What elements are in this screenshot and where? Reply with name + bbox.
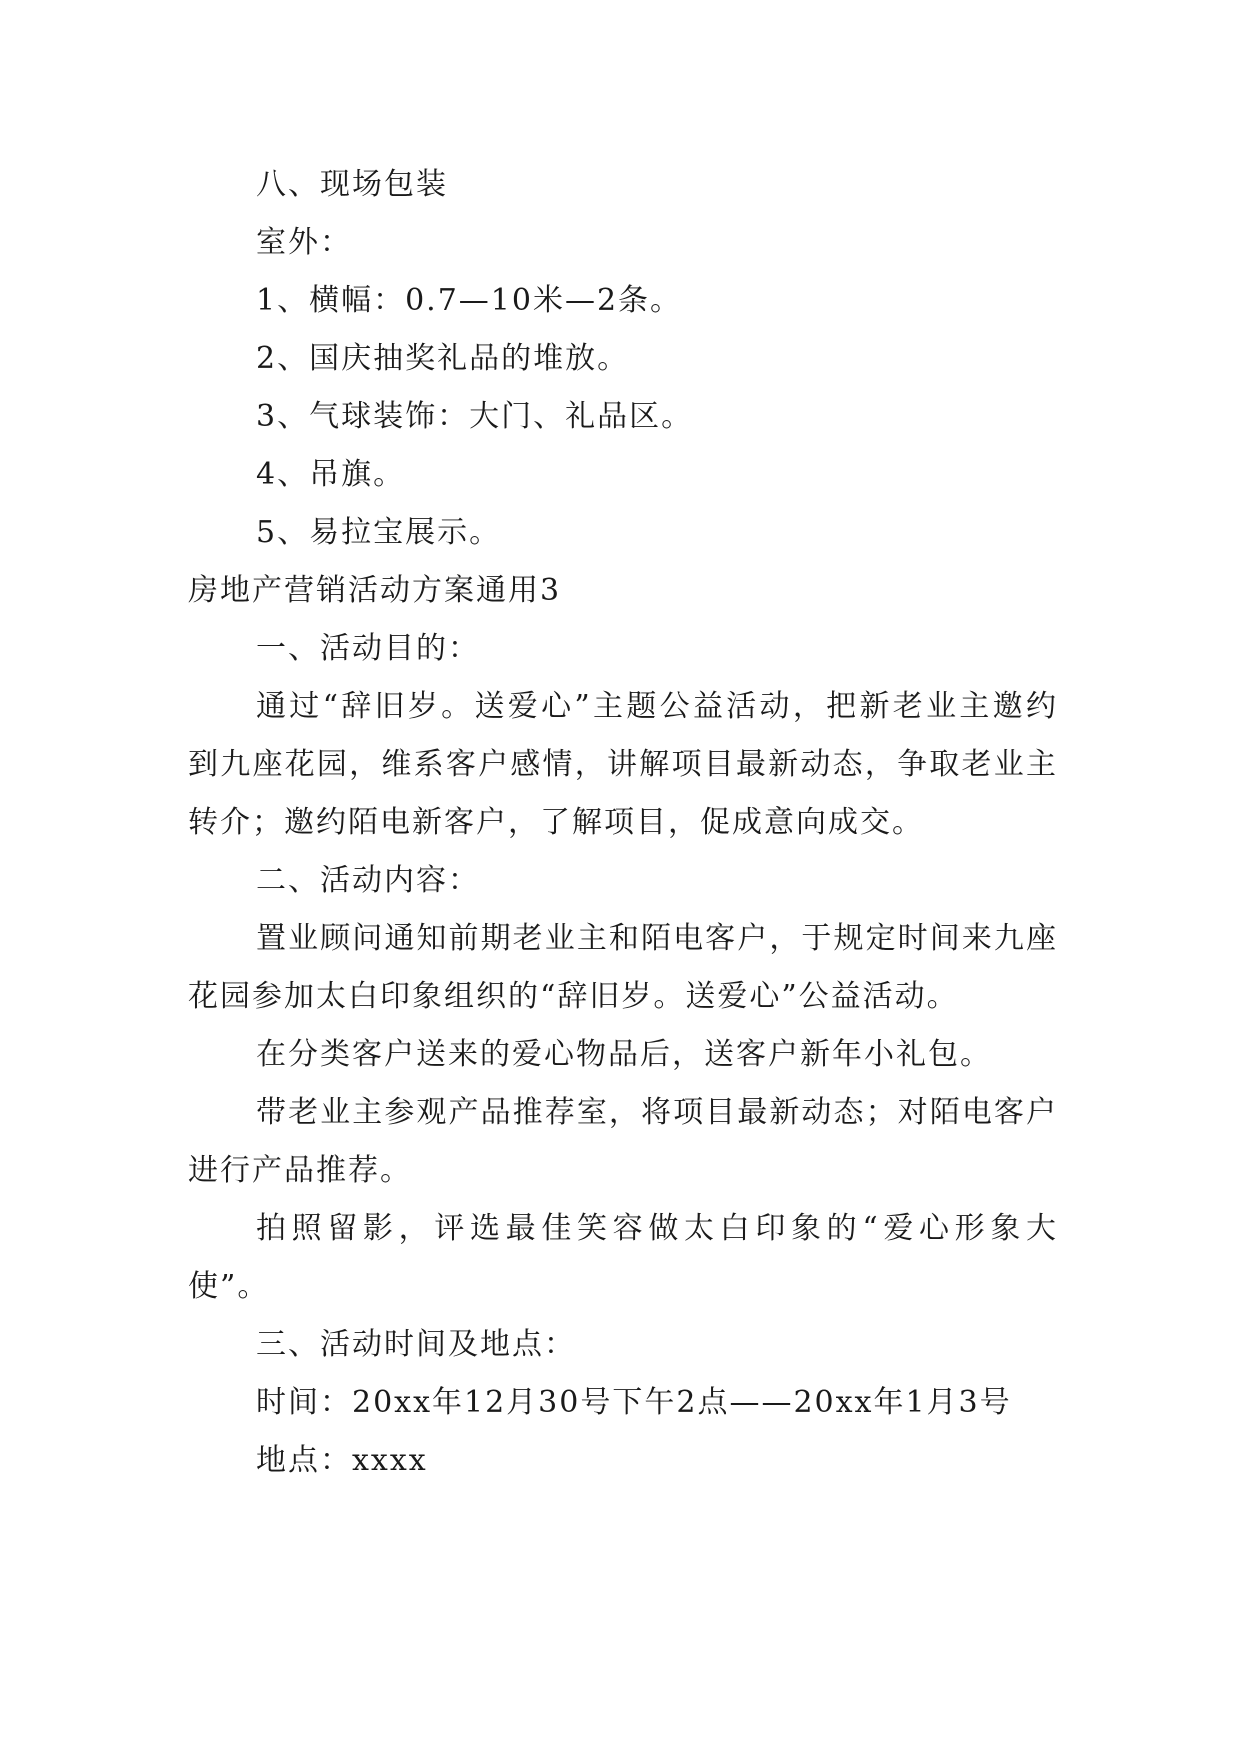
- purpose-heading: 一、活动目的：: [256, 631, 480, 666]
- content-paragraph: 在分类客户送来的爱心物品后，送客户新年小礼包。: [256, 1037, 992, 1072]
- content-paragraph: 带老业主参观产品推荐室，将项目最新动态；对陌电客户进行产品推荐。: [188, 1095, 1058, 1188]
- list-item: 2、国庆抽奖礼品的堆放。: [256, 341, 630, 376]
- content-paragraph: 拍照留影，评选最佳笑容做太白印象的“爱心形象大使”。: [188, 1211, 1058, 1304]
- outdoor-label: 室外：: [256, 225, 352, 260]
- section-heading-8: 八、现场包装: [256, 167, 448, 202]
- section-title: 房地产营销活动方案通用3: [188, 573, 562, 608]
- time-paragraph: 时间：20xx年12月30号下午2点——20xx年1月3号: [256, 1385, 1012, 1420]
- content-heading: 二、活动内容：: [256, 863, 480, 898]
- list-item: 3、气球装饰：大门、礼品区。: [256, 399, 694, 434]
- list-item: 5、易拉宝展示。: [256, 515, 502, 550]
- list-item: 1、横幅：0.7—10米—2条。: [256, 283, 683, 318]
- document-body: [188, 156, 1058, 1490]
- place-paragraph: 地点：xxxx: [256, 1443, 428, 1478]
- content-paragraph: 置业顾问通知前期老业主和陌电客户，于规定时间来九座花园参加太白印象组织的“辞旧岁。送爱心”公益活动。: [188, 921, 1058, 1014]
- purpose-paragraph: 通过“辞旧岁。送爱心”主题公益活动，把新老业主邀约到九座花园，维系客户感情，讲解项目最新动态，争取老业主转介；邀约陌电新客户，了解项目，促成意向成交。: [188, 689, 1058, 840]
- list-item: 4、吊旗。: [256, 457, 406, 492]
- time-heading: 三、活动时间及地点：: [256, 1327, 576, 1362]
